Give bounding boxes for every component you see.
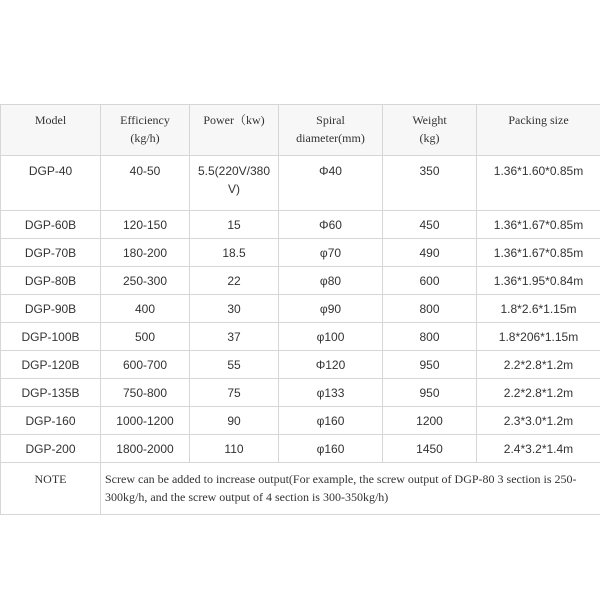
cell-power: 18.5: [190, 239, 279, 267]
cell-spiral: Φ60: [279, 211, 383, 239]
cell-spiral: φ100: [279, 323, 383, 351]
header-weight-text: Weight (kg): [412, 113, 447, 145]
cell-spiral: φ133: [279, 379, 383, 407]
table-row: [1, 379, 600, 407]
cell-power: 15: [190, 211, 279, 239]
cell-packing: 2.3*3.0*1.2m: [477, 407, 600, 435]
cell-packing: 2.2*2.8*1.2m: [477, 379, 600, 407]
cell-weight: 600: [383, 267, 477, 295]
cell-weight: 1450: [383, 435, 477, 463]
note-row: [1, 463, 600, 515]
header-power: Power（kw): [190, 105, 279, 156]
table-row: [1, 239, 600, 267]
table-row: [1, 407, 600, 435]
cell-model: DGP-100B: [1, 323, 101, 351]
cell-efficiency: 120-150: [101, 211, 190, 239]
cell-model: DGP-160: [1, 407, 101, 435]
cell-efficiency: 1000-1200: [101, 407, 190, 435]
table-row: [1, 351, 600, 379]
cell-weight: 800: [383, 295, 477, 323]
cell-weight: 950: [383, 351, 477, 379]
cell-packing: 1.36*1.95*0.84m: [477, 267, 600, 295]
cell-model: DGP-40: [1, 156, 101, 211]
cell-weight: 350: [383, 156, 477, 211]
cell-weight: 950: [383, 379, 477, 407]
header-efficiency: [101, 105, 190, 156]
cell-spiral: Φ120: [279, 351, 383, 379]
cell-power: 30: [190, 295, 279, 323]
note-label: NOTE: [1, 463, 101, 515]
cell-efficiency: 750-800: [101, 379, 190, 407]
header-model: Model: [1, 105, 101, 156]
cell-model: DGP-80B: [1, 267, 101, 295]
cell-efficiency: 1800-2000: [101, 435, 190, 463]
cell-model: DGP-90B: [1, 295, 101, 323]
table-row: [1, 295, 600, 323]
cell-power: 110: [190, 435, 279, 463]
table-row: [1, 323, 600, 351]
table-row: [1, 435, 600, 463]
cell-spiral: φ90: [279, 295, 383, 323]
cell-power: 22: [190, 267, 279, 295]
cell-efficiency: 180-200: [101, 239, 190, 267]
cell-packing: 1.8*2.6*1.15m: [477, 295, 600, 323]
cell-spiral: Φ40: [279, 156, 383, 211]
table-row: [1, 211, 600, 239]
cell-packing: 1.36*1.67*0.85m: [477, 239, 600, 267]
cell-model: DGP-120B: [1, 351, 101, 379]
cell-power: 90: [190, 407, 279, 435]
cell-weight: 450: [383, 211, 477, 239]
header-spiral-text: Spiral diameter(mm): [296, 113, 365, 145]
cell-spiral: φ80: [279, 267, 383, 295]
cell-weight: 800: [383, 323, 477, 351]
header-row: [1, 105, 600, 156]
header-weight: [383, 105, 477, 156]
cell-efficiency: 40-50: [101, 156, 190, 211]
cell-efficiency: 250-300: [101, 267, 190, 295]
cell-model: DGP-200: [1, 435, 101, 463]
header-efficiency-text: Efficiency (kg/h): [120, 113, 170, 145]
cell-spiral: φ160: [279, 435, 383, 463]
cell-spiral: φ160: [279, 407, 383, 435]
note-text: Screw can be added to increase output(For example, the screw output of DGP-80 3 section is 250-300kg/h, and the screw output of 4 section is 300-350kg/h): [101, 463, 600, 515]
cell-model: DGP-135B: [1, 379, 101, 407]
table-row: [1, 267, 600, 295]
cell-packing: 1.36*1.67*0.85m: [477, 211, 600, 239]
spec-table: [0, 104, 600, 515]
cell-packing: 2.4*3.2*1.4m: [477, 435, 600, 463]
cell-packing: 1.8*206*1.15m: [477, 323, 600, 351]
cell-power: 37: [190, 323, 279, 351]
cell-spiral: φ70: [279, 239, 383, 267]
cell-efficiency: 500: [101, 323, 190, 351]
cell-weight: 490: [383, 239, 477, 267]
cell-model: DGP-60B: [1, 211, 101, 239]
cell-model: DGP-70B: [1, 239, 101, 267]
header-packing-size: Packing size: [477, 105, 600, 156]
cell-efficiency: 400: [101, 295, 190, 323]
cell-packing: 2.2*2.8*1.2m: [477, 351, 600, 379]
cell-weight: 1200: [383, 407, 477, 435]
table-row: [1, 156, 600, 211]
cell-packing: 1.36*1.60*0.85m: [477, 156, 600, 211]
cell-power: 55: [190, 351, 279, 379]
cell-power: 75: [190, 379, 279, 407]
header-spiral-diameter: [279, 105, 383, 156]
cell-efficiency: 600-700: [101, 351, 190, 379]
cell-power: 5.5(220V/380V): [190, 156, 279, 211]
